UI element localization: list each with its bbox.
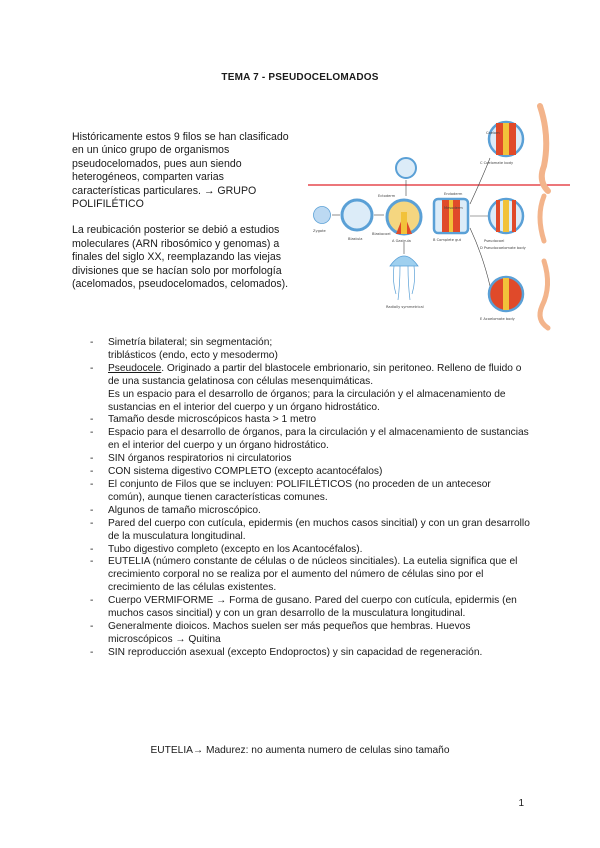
- list-item: - El conjunto de Filos que se incluyen: POLIFILÉTICOS (no proceden de un antecesor común), aunque tienen características comunes.: [90, 479, 530, 505]
- gastrula-archenteron: [401, 212, 407, 234]
- list-item: - Algunos de tamaño microscópico.: [90, 505, 530, 518]
- embryo-development-figure: [308, 96, 570, 332]
- intro-paragraph-2: La reubicación posterior se debió a estudios moleculares (ARN ribosómico y genomas) a finales del siglo XX, reemplazando las viejas divisiones que se hacían solo por morfología (acelomados, pseudocelomados, celomados).: [72, 224, 289, 291]
- label-blastocoel: Blastocoel: [372, 232, 391, 236]
- list-item: - Pseudocele. Originado a partir del blastocele embrionario, sin peritoneo. Relleno de fluido o de una sustancia gelatinosa con células mesenquimáticas.: [90, 363, 530, 389]
- list-item: - Generalmente dioicos. Machos suelen ser más pequeños que hembras. Huevos microscópicos → Quitina: [90, 621, 530, 647]
- label-complete-gut: B Complete gut: [433, 238, 462, 242]
- label-ectoderm: Ectoderm: [378, 194, 396, 198]
- body-plan-diagram: [308, 96, 570, 332]
- list-item: - Tamaño desde microscópicos hasta > 1 metro: [90, 414, 530, 427]
- list-item: - EUTELIA (número constante de células o de núcleos sincitiales). La eutelia significa que el crecimiento corporal no se realiza por el aumento del número de células sino por el crecimiento de las células existentes.: [90, 556, 530, 595]
- page-number: 1: [518, 798, 524, 809]
- list-item: - SIN reproducción asexual (excepto Endoproctos) y sin capacidad de regeneración.: [90, 647, 530, 660]
- gut-mesoderm-left: [442, 200, 449, 232]
- characteristics-list: [90, 337, 530, 660]
- gut-mesoderm-right: [453, 200, 460, 232]
- coelomate-worm: [540, 106, 548, 191]
- list-item: - Cuerpo VERMIFORME → Forma de gusano. Pared del cuerpo con cutícula, epidermis (en muchos casos sincitial) y con un gran desarrollo de la musculatura longitudinal.: [90, 595, 530, 621]
- pseudocoelomate-gut: [503, 200, 509, 232]
- label-coelom: Coelom: [486, 131, 500, 135]
- gut-endoderm: [449, 200, 453, 232]
- term-pseudocele: Pseudocele: [108, 362, 162, 374]
- label-acoelomate: E Acoelomate body: [480, 317, 515, 321]
- list-item: - SIN órganos respiratorios ni circulatorios: [90, 453, 530, 466]
- list-item: - Espacio para el desarrollo de órganos, para la circulación y el almacenamiento de sustancias en el interior del cuerpo y un órgano hidrostático.: [90, 427, 530, 453]
- list-item: Es un espacio para el desarrollo de órganos; para la circulación y el almacenamiento de sustancias en el interior del cuerpo y un órgano hidrostático.: [108, 388, 506, 413]
- label-blastula: Blastula: [348, 237, 363, 241]
- label-pseudocoelomate: D Pseudocoelomate body: [480, 246, 526, 250]
- label-zygote: Zygote: [313, 229, 326, 233]
- arrow-to-acoelomate: [470, 228, 490, 286]
- label-endoderm: Endoderm: [444, 192, 463, 196]
- zygote-cell: [314, 207, 331, 224]
- pseudocoelomate-mesoderm-left: [496, 200, 500, 232]
- label-gastrula: A Gastrula: [392, 239, 411, 243]
- intro-section: [72, 131, 290, 304]
- closing-note: EUTELIA→ Madurez: no aumenta numero de celulas sino tamaño: [150, 745, 450, 756]
- list-item: - Pared del cuerpo con cutícula, epidermis (en muchos casos sincitial) y con un gran desarrollo de la musculatura longitudinal.: [90, 518, 530, 544]
- list-item: - Tubo digestivo completo (excepto en los Acantocéfalos).: [90, 544, 530, 557]
- blastula-cell: [342, 200, 372, 230]
- jellyfish-bell: [390, 256, 418, 266]
- pseudocoelomate-worm: [540, 196, 544, 241]
- coelomate-gut: [503, 123, 509, 155]
- label-radial: Radially symmetrical: [386, 305, 424, 309]
- acoelomate-gut: [503, 278, 509, 310]
- acoelomate-worm: [540, 261, 548, 328]
- intro-paragraph-1: Históricamente estos 9 filos se han clasificado en un único grupo de organismos pseudocelomados, pues aun siendo heterogéneos, comparten varias características particulares. → GRUPO POLIFILÉTICO: [72, 131, 289, 211]
- list-item: - Simetría bilateral; sin segmentación;: [90, 337, 530, 350]
- list-item: - CON sistema digestivo COMPLETO (excepto acantocéfalos): [90, 466, 530, 479]
- label-coelomate: C Coelomate body: [480, 161, 514, 165]
- radial-embryo: [396, 158, 416, 178]
- label-pseudocoel: Pseudocoel: [484, 239, 505, 243]
- jellyfish-tentacles: [393, 266, 414, 300]
- list-item: triblásticos (endo, ecto y mesodermo): [108, 349, 278, 361]
- label-mesoderm: Mesoderm: [444, 206, 463, 210]
- page-title: TEMA 7 - PSEUDOCELOMADOS: [221, 72, 379, 83]
- pseudocoelomate-mesoderm-right: [512, 200, 516, 232]
